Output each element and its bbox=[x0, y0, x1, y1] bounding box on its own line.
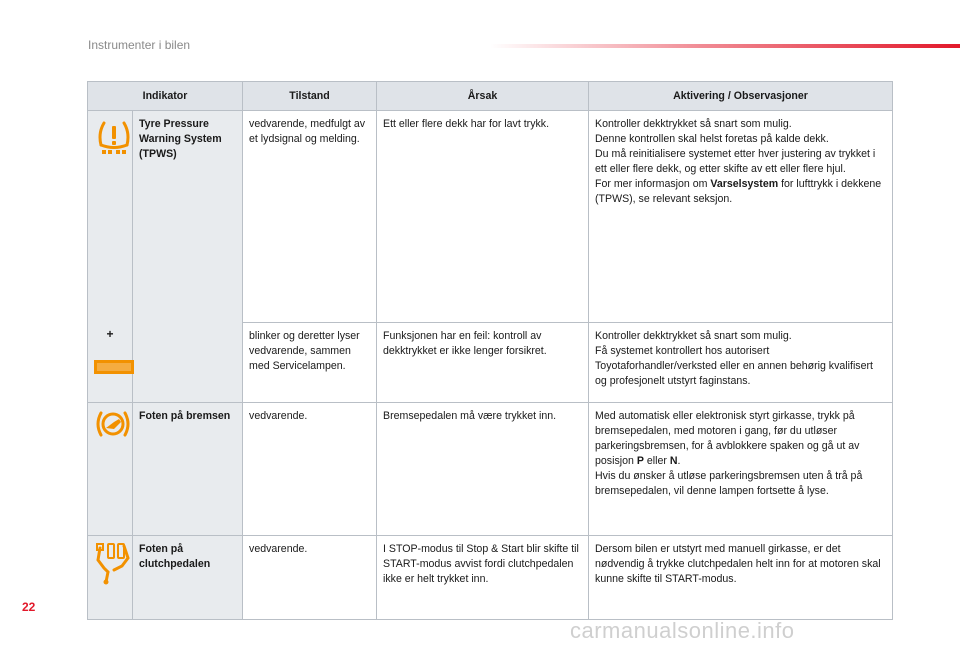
action-line: Kontroller dekktrykket så snart som mulig. bbox=[595, 330, 792, 342]
action-ref-after: for lufttrykk i dekkene (TPWS), se relevant seksjon. bbox=[595, 178, 882, 205]
state-cell: vedvarende. bbox=[243, 536, 377, 620]
state-cell: vedvarende. bbox=[243, 403, 377, 536]
cause-cell: Bremsepedalen må være trykket inn. bbox=[377, 403, 589, 536]
header-indikator: Indikator bbox=[88, 82, 243, 111]
action-cell bbox=[589, 111, 893, 323]
foot-clutch-icon bbox=[94, 542, 134, 586]
watermark: carmanualsonline.info bbox=[570, 618, 795, 643]
action-line: Hvis du ønsker å utløse parkeringsbremsen uten å trå på bremsepedalen, vil denne lampen fortsette å lyse. bbox=[595, 470, 863, 497]
cause-cell: Ett eller flere dekk har for lavt trykk. bbox=[377, 111, 589, 323]
indicator-name: Foten på clutchpedalen bbox=[133, 536, 243, 620]
cause-cell: Funksjonen har en feil: kontroll av dekktrykket er ikke lenger forsikret. bbox=[377, 323, 589, 403]
foot-clutch-icon-cell bbox=[88, 536, 133, 620]
table-row bbox=[88, 403, 893, 536]
indicator-name: Tyre Pressure Warning System (TPWS) bbox=[133, 111, 243, 403]
action-line: Denne kontrollen skal helst foretas på kalde dekk. bbox=[595, 133, 829, 145]
action-cell bbox=[589, 323, 893, 403]
action-text: Med automatisk eller elektronisk styrt girkasse, trykk på bremsepedalen, med motoren i gang, før du utløser parkeringsbremsen, for å avblokkere spaken og gå ut av posisjon bbox=[595, 410, 860, 467]
action-text: . bbox=[677, 455, 681, 467]
page-number: 22 bbox=[22, 600, 36, 614]
action-line: Få systemet kontrollert hos autorisert Toyotaforhandler/verksted eller en annen behørig kvalifisert og profesjonelt utstyrt faginstans. bbox=[595, 345, 873, 387]
tpws-warning-icon bbox=[94, 117, 134, 157]
action-line: Du må reinitialisere systemet etter hver justering av trykket i ett eller flere dekk, og etter skifte av ett eller flere hjul. bbox=[595, 148, 876, 175]
action-keyword-p: P bbox=[636, 455, 644, 467]
action-line bbox=[595, 409, 886, 469]
action-keyword-n: N bbox=[669, 455, 678, 467]
header-aktivering: Aktivering / Observasjoner bbox=[589, 82, 893, 111]
action-cell bbox=[589, 403, 893, 536]
foot-brake-icon bbox=[94, 409, 132, 439]
indicator-name: Foten på bremsen bbox=[133, 403, 243, 536]
cause-cell: I STOP-modus til Stop & Start blir skifte til START-modus avvist fordi clutchpedalen ikke er helt trykket inn. bbox=[377, 536, 589, 620]
section-title: Instrumenter i bilen bbox=[88, 38, 191, 52]
indicator-table bbox=[87, 81, 893, 620]
table-row bbox=[88, 536, 893, 620]
foot-brake-icon-cell bbox=[88, 403, 133, 536]
tpws-icon-cell bbox=[88, 111, 133, 403]
header-tilstand: Tilstand bbox=[243, 82, 377, 111]
table-header-row bbox=[88, 82, 893, 111]
state-cell: vedvarende, medfulgt av et lydsignal og melding. bbox=[243, 111, 377, 323]
state-cell: blinker og deretter lyser vedvarende, sammen med Servicelampen. bbox=[243, 323, 377, 403]
action-line: Kontroller dekktrykket så snart som mulig. bbox=[595, 118, 792, 130]
header-accent-bar bbox=[490, 44, 960, 48]
plus-sign: + bbox=[106, 327, 114, 341]
action-cell: Dersom bilen er utstyrt med manuell girkasse, er det nødvendig å trykke clutchpedalen helt inn for at motoren skal kunne skifte til START-modus. bbox=[589, 536, 893, 620]
table-row bbox=[88, 111, 893, 323]
action-ref-before: For mer informasjon om bbox=[595, 178, 711, 190]
header-arsak: Årsak bbox=[377, 82, 589, 111]
action-ref-keyword: Varselsystem bbox=[710, 178, 779, 190]
action-line bbox=[595, 177, 886, 207]
service-icon bbox=[94, 360, 134, 374]
action-text: eller bbox=[643, 455, 670, 467]
